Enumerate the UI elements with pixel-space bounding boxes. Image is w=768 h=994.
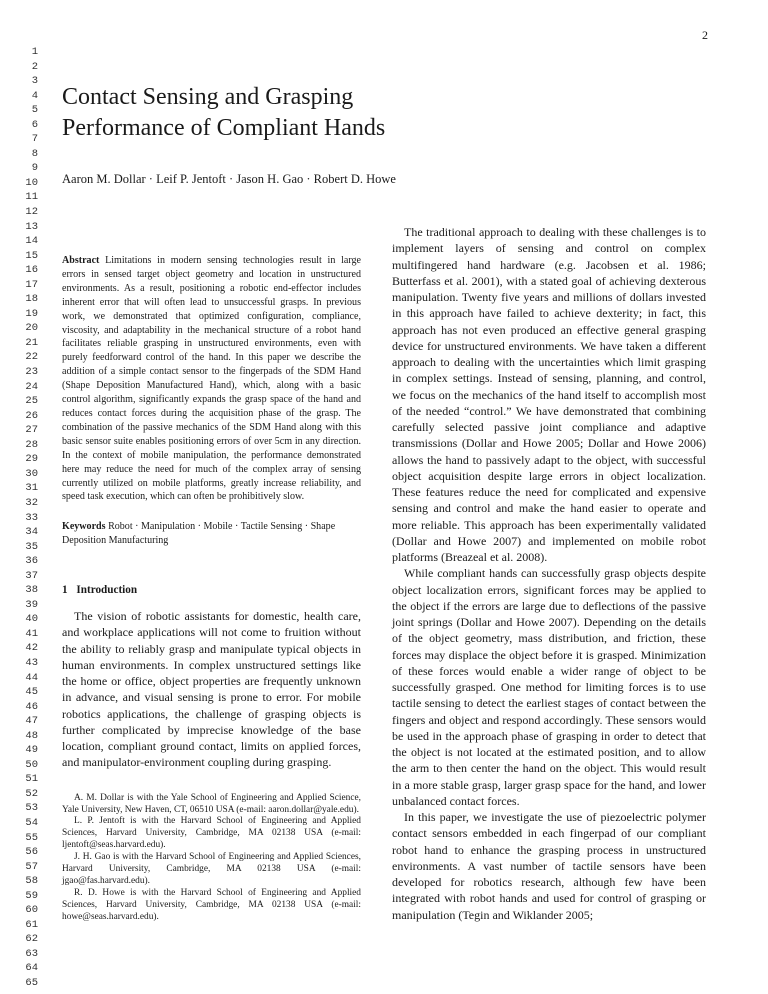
paper-title: Contact Sensing and Grasping Performance of Compliant Hands (62, 84, 386, 141)
line-number: 35 (25, 540, 38, 553)
line-number: 39 (25, 598, 38, 611)
line-number: 18 (25, 293, 38, 306)
line-number: 40 (25, 613, 38, 626)
line-number: 42 (25, 642, 38, 655)
line-number: 12 (25, 206, 38, 219)
section-number: 1 (62, 584, 68, 597)
body-paragraph: In this paper, we investigate the use of piezoelectric polymer contact sensors embedded in each fingerpad of our compliant robot hand to enhance the grasping process in unstructured environments. A vast number of tactile sensors have been developed for robotics research, although few have been integrated with robot hands and used for control of grasping or manipulation (Tegin and Wiklander 2005; (392, 810, 706, 922)
line-number: 61 (25, 918, 38, 931)
line-number: 60 (25, 904, 38, 917)
line-number: 29 (25, 453, 38, 466)
footnote: R. D. Howe is with the Harvard School of Engineering and Applied Sciences, Harvard University, Cambridge, MA 02138 USA (e-mail: howe@seas.harvard.edu). (62, 887, 361, 922)
line-number: 34 (25, 526, 38, 539)
footnote: J. H. Gao is with the Harvard School of Engineering and Applied Sciences, Harvard University, Cambridge, MA 02138 USA (e-mail: jgao@fas.harvard.edu). (62, 852, 361, 886)
line-number: 49 (25, 744, 38, 757)
keywords-label: Keywords (62, 521, 106, 533)
line-number: 17 (25, 278, 38, 291)
footnote: A. M. Dollar is with the Yale School of Engineering and Applied Science, Yale University, New Haven, CT, 06510 USA (e-mail: aaron.dollar@yale.edu). (62, 792, 361, 815)
abstract-label: Abstract (62, 255, 100, 266)
line-number: 19 (25, 307, 38, 320)
page-number: 2 (702, 28, 708, 42)
line-number: 7 (31, 133, 38, 146)
line-number: 32 (25, 496, 38, 509)
line-number: 10 (25, 176, 38, 189)
line-number: 59 (25, 889, 38, 902)
line-number: 62 (25, 933, 38, 946)
line-number: 36 (25, 555, 38, 568)
line-number: 47 (25, 715, 38, 728)
keywords (62, 520, 361, 548)
line-number: 14 (25, 235, 38, 248)
line-number: 3 (31, 75, 38, 88)
footnote: L. P. Jentoft is with the Harvard School of Engineering and Applied Sciences, Harvard University, Cambridge, MA 02138 USA (e-mail: ljentoft@seas.harvard.edu). (62, 816, 361, 851)
line-number: 2 (31, 60, 38, 73)
keywords-text: Robot · Manipulation · Mobile · Tactile Sensing · Shape Deposition Manufacturing (62, 521, 336, 547)
line-number: 15 (25, 249, 38, 262)
line-number: 21 (25, 336, 38, 349)
line-number: 52 (25, 787, 38, 800)
line-number: 46 (25, 700, 38, 713)
author-footnotes (62, 793, 361, 924)
line-number: 5 (31, 104, 38, 117)
line-number: 26 (25, 409, 38, 422)
line-number: 11 (25, 191, 38, 204)
line-number: 37 (25, 569, 38, 582)
line-number: 6 (31, 118, 38, 131)
body-paragraph: The traditional approach to dealing with these challenges is to implement layers of sensing and control on complex multifingered hand hardware (e.g. Jacobsen et al. 1986; Butterfass et al. 2001), with a stated goal of achieving dexterous manipulation. Twenty five years and millions of dollars invested in this approach have failed to achieve dexterity; in fact, this approach has not even produced an effective general grasping device for unstructured environments. We have taken a different approach to dealing with the uncertainties which limit grasping in complex settings. Instead of sensing, planning, and control, we focus on the mechanics of the hand itself to accomplish most of the needed “control.” We have demonstrated that combining carefully selected passive joint compliance and adaptive transmissions (Dollar and Howe 2005; Dollar and Howe 2006) allows the hand to passively adapt to the object, with successful object acquisition despite large errors in object localization. These features reduce the need for complicated and expensive sensing and control and make the hand easier to operate and more reliable. This approach has been experimentally validated (Dollar and Howe 2007) and implemented on mobile robot platforms (Breazeal et al. 2008). (392, 225, 706, 564)
line-number: 23 (25, 366, 38, 379)
right-column (392, 224, 706, 923)
line-number: 22 (25, 351, 38, 364)
line-number: 28 (25, 438, 38, 451)
line-number: 13 (25, 220, 38, 233)
line-number: 43 (25, 656, 38, 669)
author-list: Aaron M. Dollar · Leif P. Jentoft · Jason H. Gao · Robert D. Howe (62, 172, 396, 186)
intro-paragraph: The vision of robotic assistants for domestic, health care, and workplace applications will not come to fruition without the ability to reliably grasp and manipulate typical objects in human environments. In complex unstructured settings like the home or office, object properties are frequently unknown in advance, and visual sensing is prone to error. For mobile robotics applications, the challenge of grasping objects is further complicated by imprecise knowledge of the base location, compliant ground contact, limits on applied forces, and manipulator-environment coupling during grasping. (62, 609, 361, 770)
line-number: 24 (25, 380, 38, 393)
line-number: 30 (25, 467, 38, 480)
line-number: 4 (31, 89, 38, 102)
line-number: 56 (25, 846, 38, 859)
line-number: 44 (25, 671, 38, 684)
line-number: 16 (25, 264, 38, 277)
line-number: 65 (25, 977, 38, 989)
line-number: 45 (25, 686, 38, 699)
abstract (62, 254, 361, 504)
line-number: 48 (25, 729, 38, 742)
line-number: 9 (31, 162, 38, 175)
line-number: 27 (25, 424, 38, 437)
line-number: 64 (25, 962, 38, 975)
line-number: 51 (25, 773, 38, 786)
line-number: 63 (25, 947, 38, 960)
line-number: 25 (25, 395, 38, 408)
line-number: 57 (25, 860, 38, 873)
line-number: 20 (25, 322, 38, 335)
line-number: 38 (25, 584, 38, 597)
line-number: 55 (25, 831, 38, 844)
line-number: 41 (25, 627, 38, 640)
line-number: 58 (25, 875, 38, 888)
body-paragraph: While compliant hands can successfully grasp objects despite object localization errors, significant forces may be applied to the object if the errors are large due to deflections of the passive joint springs (Dollar and Howe 2007). Depending on the details of the object geometry, mass distribution, and friction, these forces may displace the object before it is grasped. Minimization of these forces would enable a wider range of object to be successfully grasped. One method for limiting forces is to use tactile sensing to detect the earliest stages of contact between the fingers and object and respond accordingly. These sensors would be used in the approach phase of grasping in order to detect that the object is not located at the estimated position, and to allow the arm to then center the hand on the object. This would result in a more stable grasp, larger grasp space for the hand, and lower unbalanced contact forces. (392, 566, 706, 808)
line-number-gutter (10, 45, 38, 991)
line-number: 1 (31, 46, 38, 58)
section-title: Introduction (76, 584, 138, 597)
line-number: 8 (31, 147, 38, 160)
section-heading-introduction (62, 584, 361, 596)
line-number: 54 (25, 816, 38, 829)
abstract-text: Limitations in modern sensing technologies result in large errors in sensed target object geometry and location in unstructured environments. As a result, positioning a robotic end-effector includes inherent error that will often lead to unsuccessful grasps. In previous work, we demonstrated that optimized configuration, compliance, viscosity, and adaptability in the mechanical structure of a robot hand facilitates reliable grasping in unstructured environments, even with purely feedforward control of the hand. In this paper we describe the addition of a simple contact sensor to the fingerpads of the SDM Hand (Shape Deposition Manufactured Hand), which, along with a basic control algorithm, significantly expands the grasp space of the hand and reduces contact forces during the acquisition phase of the grasp. The combination of the passive mechanics of the SDM Hand along with this basic sensor suite enables positioning errors of over 5cm in any direction. In the context of mobile manipulation, the performance demonstrated here may reduce the need for much of the complex array of sensing currently utilized on mobile platforms, greatly increase reliability, and speed task execution, which can often be prohibitively slow. (62, 255, 361, 503)
left-column (62, 254, 361, 924)
line-number: 53 (25, 802, 38, 815)
line-number: 50 (25, 758, 38, 771)
line-number: 31 (25, 482, 38, 495)
line-number: 33 (25, 511, 38, 524)
